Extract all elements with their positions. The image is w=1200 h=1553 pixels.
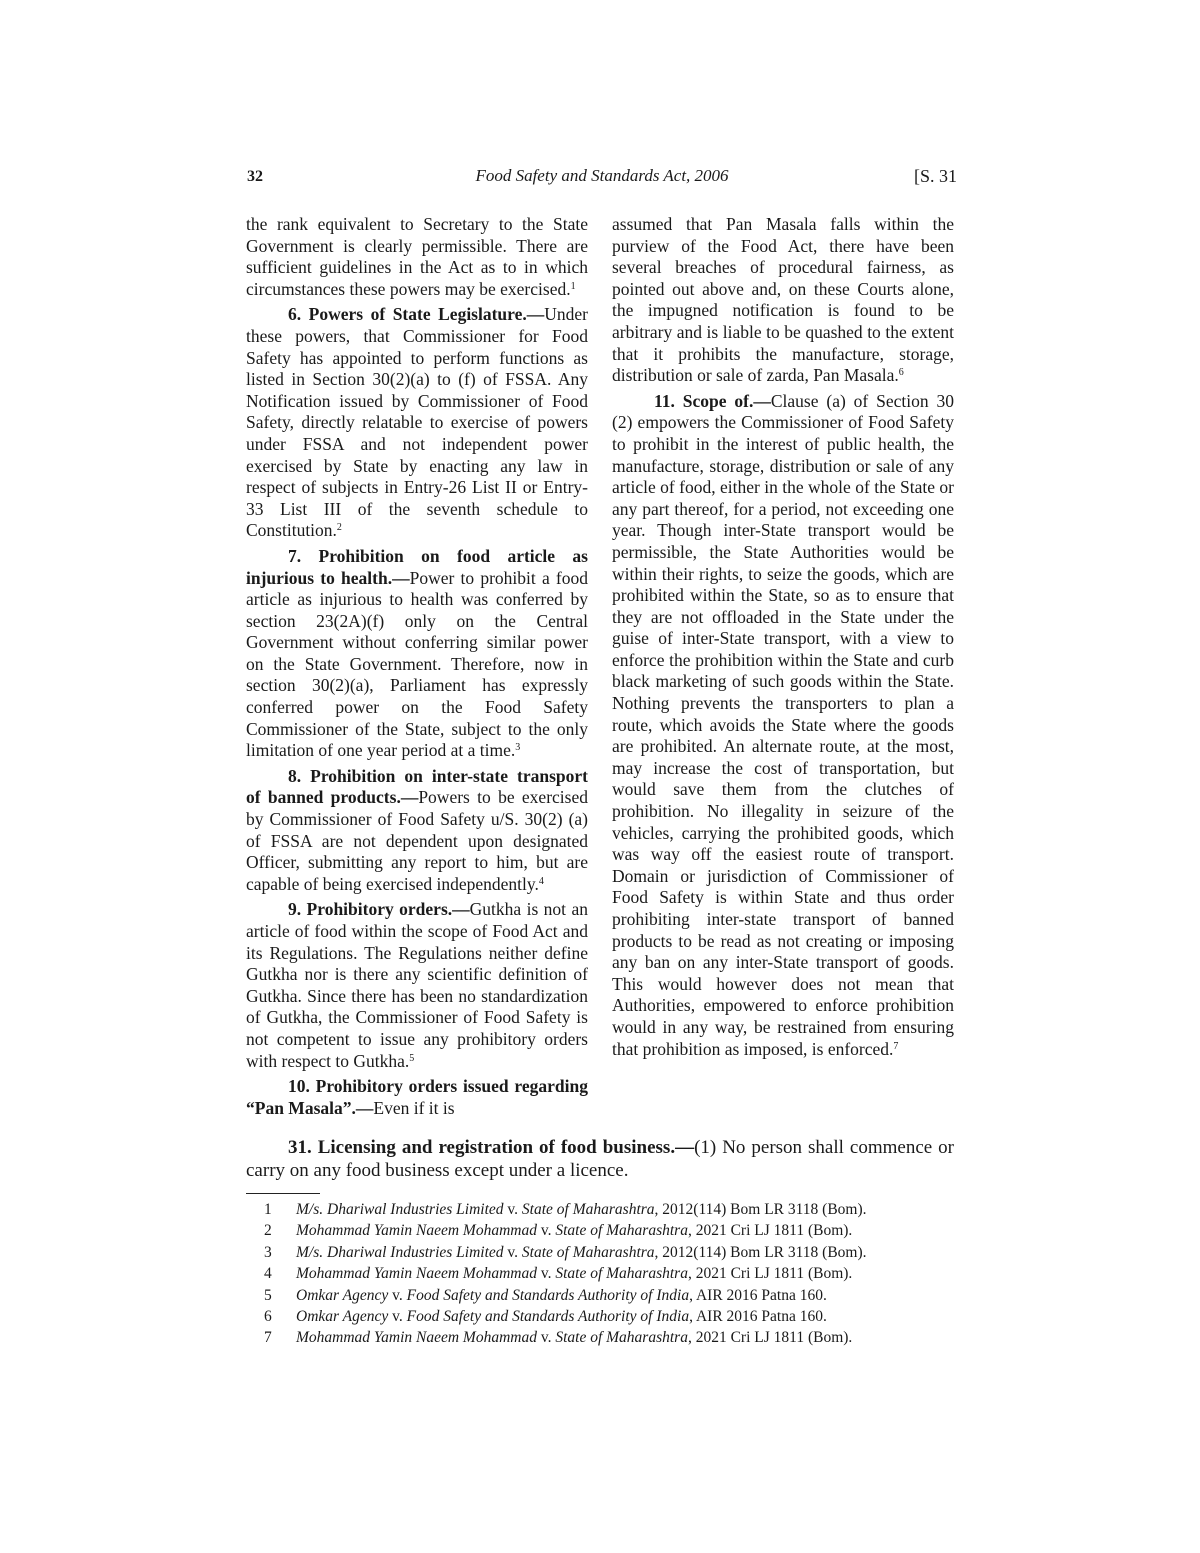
- left-column: [246, 214, 588, 1123]
- paragraph-heading: 10. Prohibitory orders issued regarding “Pan Masala”.—: [246, 1076, 588, 1118]
- footnote-number: 4: [264, 1265, 272, 1283]
- paragraph-heading: 8. Prohibition on inter-state transport of banned products.—: [246, 765, 588, 808]
- paragraph-7: 7. Prohibition on food article as injurious to health.—Power to prohibit a food article as injurious to health was conferred by section 23(2A)(f) only on the Central Government without conferring similar power on the State Government. Therefore, now in section 30(2)(a), Parliament has expressly conferred power on the Food Safety Commissioner of the State, subject to the only limitation of one year period at a time.$^3$: [246, 545, 588, 761]
- footnote-number: 2: [264, 1222, 272, 1240]
- footnote: 3 M/s. Dhariwal Industries Limited v. State of Maharashtra, 2012(114) Bom LR 3118 (Bom).: [246, 1242, 966, 1263]
- section-text: (1) No person shall commence or carry on any food business except under a licence.: [246, 1137, 954, 1181]
- footnote-ref: 4: [538, 875, 544, 887]
- footnote: 2 Mohammad Yamin Naeem Mohammad v. State of Maharashtra, 2021 Cri LJ 1811 (Bom).: [246, 1220, 966, 1241]
- footnote-ref: 1: [570, 280, 576, 292]
- footnote-number: 7: [264, 1329, 272, 1347]
- paragraph-10: 10. Prohibitory orders issued regarding “Pan Masala”.—Even if it is: [246, 1076, 588, 1118]
- page-number: 32: [247, 168, 263, 185]
- footnotes: [246, 1199, 966, 1349]
- footnote-ref: 7: [893, 1040, 899, 1052]
- footnote-ref: 6: [898, 367, 904, 379]
- paragraph-11: 11. Scope of.—Clause (a) of Section 30 (2) empowers the Commissioner of Food Safety to prohibit in the interest of public health, the manufacture, storage, distribution or sale of any article of food, either in the whole of the State or any part thereof, for a period, not exceeding one year. Though inter-State transport would be permissible, the State Authorities would be within their rights, to seize the goods, which are prohibited within the State, so as to ensure that they are not offloaded in the State under the guise of inter-State transport, with a view to enforce the prohibition within the State and curb black marketing of such goods within the State. Nothing prevents the transporters to plan a route, which avoids the State where the goods are prohibited. An alternate route, at the most, may increase the cost of transportation, but would save them from the clutches of prohibition. No illegality in seizure of the vehicles, carrying the prohibited goods, which was way off the easiest route of transport. Domain or jurisdiction of Commissioner of Food Safety is within State and thus order prohibiting inter-state transport of banned products to be read as not creating or imposing any ban on any inter-State transport of goods. This would however does not mean that Authorities, empowered to enforce prohibition would in any way, be restrained from ensuring that prohibition as imposed, is enforced.$^7$: [612, 390, 954, 1059]
- paragraph-6: 6. Powers of State Legislature.—Under these powers, that Commissioner for Food Safety has appointed to perform functions as listed in Section 30(2)(a) to (f) of FSSA. Any Notification issued by Commissioner of Food Safety, directly relatable to exercise of powers under FSSA and not independent power exercised by State by enacting any law in respect of subjects in Entry-26 List II or Entry-33 List III of the seventh schedule to Constitution.$^2$: [246, 304, 588, 541]
- footnote-ref: 2: [336, 522, 342, 534]
- running-title: Food Safety and Standards Act, 2006: [475, 166, 729, 185]
- paragraph-10-continued: assumed that Pan Masala falls within the purview of the Food Act, there have been several breaches of procedural fairness, as pointed out above and, on these Courts alone, the impugned notification is found to be arbitrary and is liable to be quashed to the extent that it prohibits the manufacture, storage, distribution or sale of zarda, Pan Masala.$^6$: [612, 214, 954, 386]
- paragraph-heading: 6. Powers of State Legislature.—: [288, 304, 545, 325]
- paragraph-continued: the rank equivalent to Secretary to the State Government is clearly permissible. There are sufficient guidelines in the Act as to in which circumstances these powers may be exercised.$^1$: [246, 214, 588, 299]
- right-column: [612, 214, 954, 1064]
- paragraph-heading: 9. Prohibitory orders.—: [288, 899, 470, 920]
- footnote-rule: [246, 1193, 320, 1194]
- footnote: 5 Omkar Agency v. Food Safety and Standards Authority of India, AIR 2016 Patna 160.: [246, 1285, 966, 1306]
- footnote: 4 Mohammad Yamin Naeem Mohammad v. State of Maharashtra, 2021 Cri LJ 1811 (Bom).: [246, 1263, 966, 1284]
- footnote-ref: 5: [409, 1052, 415, 1064]
- footnote-ref: 3: [515, 742, 521, 754]
- footnote: 6 Omkar Agency v. Food Safety and Standards Authority of India, AIR 2016 Patna 160.: [246, 1306, 966, 1327]
- footnote-number: 3: [264, 1243, 272, 1261]
- footnote-number: 6: [264, 1308, 272, 1326]
- paragraph-8: 8. Prohibition on inter-state transport of banned products.—Powers to be exercised by Commissioner of Food Safety u/S. 30(2) (a) of FSSA are not dependent upon designated Officer, submitting any report to him, but are capable of being exercised independently.$^4$: [246, 765, 588, 894]
- page-header: [247, 166, 957, 194]
- footnote-number: 5: [264, 1286, 272, 1304]
- footnote-number: 1: [264, 1201, 272, 1218]
- section-31: [246, 1136, 954, 1182]
- section-marker: [S. 31: [913, 166, 957, 186]
- paragraph-heading: 7. Prohibition on food article as injurious to health.—: [246, 545, 588, 588]
- paragraph-9: 9. Prohibitory orders.—Gutkha is not an article of food within the scope of Food Act and its Regulations. The Regulations neither define Gutkha nor is there any scientific definition of Gutkha. Since there has been no standardization of Gutkha, the Commissioner of Food Safety is not competent to issue any prohibitory orders with respect to Gutkha.$^5$: [246, 899, 588, 1071]
- paragraph-heading: 11. Scope of.—: [654, 390, 771, 411]
- section-heading: 31. Licensing and registration of food business.—: [288, 1137, 695, 1158]
- footnote: 7 Mohammad Yamin Naeem Mohammad v. State of Maharashtra, 2021 Cri LJ 1811 (Bom).: [246, 1327, 966, 1348]
- footnote: 1 M/s. Dhariwal Industries Limited v. State of Maharashtra, 2012(114) Bom LR 3118 (Bom).: [246, 1199, 966, 1220]
